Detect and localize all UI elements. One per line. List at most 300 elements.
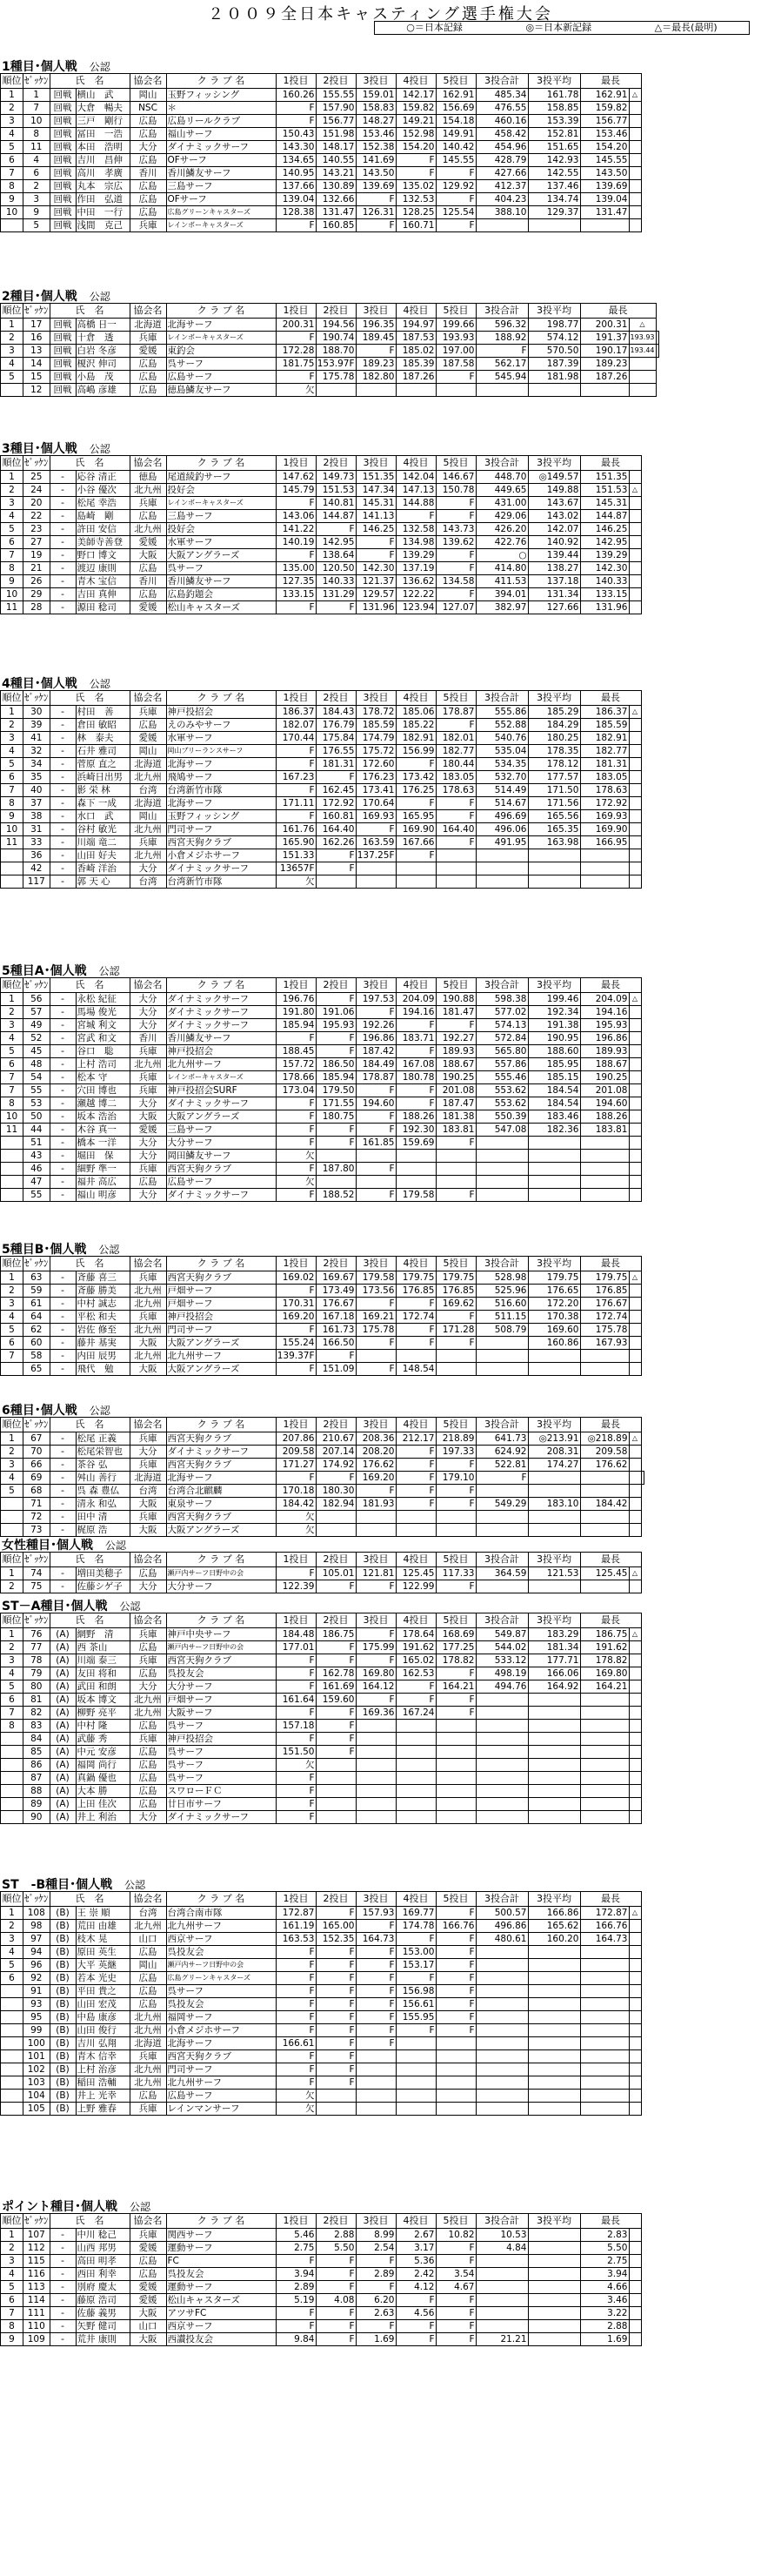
event-title <box>2 674 110 692</box>
cell-club: 福岡サーフ <box>166 2011 276 2024</box>
table-row <box>1 719 642 732</box>
cell-throw5: F <box>436 1019 476 1032</box>
cell-throw2: 148.17 <box>316 141 356 154</box>
cell-throw1: 209.58 <box>276 1446 316 1459</box>
cell-total3: 514.49 <box>476 784 528 797</box>
header-club: ク ラ ブ 名 <box>166 1613 276 1628</box>
cell-club: 北九州サーフ <box>166 1350 276 1363</box>
cell-bib: 31 <box>23 823 50 836</box>
cell-association: 北九州 <box>130 1058 166 1071</box>
cell-throw5: F <box>436 1998 476 2011</box>
header-rank: 順位 <box>1 691 23 706</box>
cell-mark <box>629 1959 641 1972</box>
cell-longest <box>580 2024 629 2037</box>
header-throw5: 5投目 <box>436 978 476 993</box>
cell-association: 広島 <box>130 154 166 167</box>
header-row <box>1 978 642 993</box>
header-throw5: 5投目 <box>436 1892 476 1907</box>
cell-club: 広島サーフ <box>166 2090 276 2103</box>
cell-bib: 14 <box>23 358 50 371</box>
cell-avg3: 142.55 <box>528 167 580 180</box>
cell-association: 大阪 <box>130 2307 166 2320</box>
cell-throw3: F <box>356 1580 396 1593</box>
header-club: ク ラ ブ 名 <box>166 304 276 319</box>
cell-throw3 <box>356 1759 396 1772</box>
cell-throw4: 3.17 <box>396 2242 436 2255</box>
cell-mark: △ <box>629 1271 641 1285</box>
header-throw3: 3投目 <box>356 1418 396 1432</box>
cell-throw3: 170.64 <box>356 797 396 810</box>
cell-association: 広島 <box>130 2268 166 2281</box>
cell-rank: 10 <box>1 1110 23 1124</box>
cell-throw1: F <box>276 601 316 614</box>
cell-throw2: 181.31 <box>316 758 356 771</box>
cell-avg3 <box>528 1746 580 1759</box>
table-row <box>1 1084 642 1097</box>
cell-total3 <box>476 1524 528 1537</box>
cell-round: - <box>50 2281 76 2294</box>
cell-club: 大阪サーフ <box>166 1707 276 1720</box>
event-name: 6種目･個人戦 <box>2 1404 77 1418</box>
cell-throw2: 140.55 <box>316 154 356 167</box>
cell-total3 <box>476 2294 528 2307</box>
event-title <box>2 1875 145 1893</box>
cell-throw4 <box>396 2076 436 2090</box>
table-row <box>1 1798 642 1811</box>
cell-association: 大分 <box>130 1580 166 1593</box>
cell-rank: 1 <box>1 1628 23 1641</box>
cell-club: 大阪アングラーズ <box>166 1337 276 1350</box>
cell-mark <box>629 1972 641 1985</box>
cell-name: 福岡 尚行 <box>76 1759 130 1772</box>
cell-round: - <box>50 797 76 810</box>
cell-throw5: 190.25 <box>436 1071 476 1084</box>
cell-avg3: 142.07 <box>528 523 580 536</box>
cell-throw3: F <box>356 1628 396 1641</box>
cell-total3: 572.84 <box>476 1032 528 1045</box>
cell-rank <box>1 1511 23 1524</box>
cell-throw4 <box>396 1772 436 1785</box>
cell-mark <box>629 1933 641 1946</box>
cell-total3: 514.67 <box>476 797 528 810</box>
cell-longest: 133.15 <box>580 588 629 601</box>
cell-club: 大阪アングラーズ <box>166 1363 276 1376</box>
cell-throw4: 153.17 <box>396 1959 436 1972</box>
cell-longest <box>580 1707 629 1720</box>
cell-total3: 460.16 <box>476 115 528 128</box>
cell-association: 大阪 <box>130 1110 166 1124</box>
header-throw3: 3投目 <box>356 978 396 993</box>
cell-bib: 21 <box>23 562 50 575</box>
cell-mark <box>629 2333 641 2346</box>
cell-total3: 388.10 <box>476 206 528 219</box>
cell-avg3 <box>528 2050 580 2063</box>
cell-round: - <box>50 2294 76 2307</box>
cell-name: 三戸 剛行 <box>76 115 130 128</box>
cell-throw4: F <box>396 1972 436 1985</box>
header-rank: 順位 <box>1 2214 23 2229</box>
cell-name: 藤原 浩司 <box>76 2294 130 2307</box>
cell-avg3: 160.20 <box>528 1933 580 1946</box>
cell-round: - <box>50 1124 76 1137</box>
cell-throw1: 135.00 <box>276 562 316 575</box>
cell-total3: 10.53 <box>476 2229 528 2242</box>
cell-throw1: 137.66 <box>276 180 316 193</box>
cell-name: 上野 雅春 <box>76 2103 130 2116</box>
cell-rank: 8 <box>1 1720 23 1733</box>
cell-rank: 4 <box>1 2268 23 2281</box>
cell-longest <box>580 1946 629 1959</box>
cell-throw5: F <box>436 2333 476 2346</box>
cell-association: 兵庫 <box>130 332 166 345</box>
cell-throw3 <box>356 1176 396 1189</box>
cell-throw5: 156.69 <box>436 102 476 115</box>
cell-longest: 142.95 <box>580 536 629 549</box>
cell-throw2: 175.78 <box>316 371 356 384</box>
cell-throw1: 200.31 <box>276 319 316 332</box>
cell-total3: 528.98 <box>476 1271 528 1285</box>
header-total3: 3投合計 <box>476 978 528 993</box>
cell-name: 吉川 弘翔 <box>76 2037 130 2050</box>
cell-bib: 65 <box>23 1363 50 1376</box>
cell-association: 広島 <box>130 1567 166 1580</box>
cell-name: 中島 康彦 <box>76 2011 130 2024</box>
cell-club: 北九州サーフ <box>166 1920 276 1933</box>
cell-round: - <box>50 771 76 784</box>
cell-rank: 8 <box>1 1097 23 1110</box>
cell-club: 大阪アングラーズ <box>166 1524 276 1537</box>
results-table <box>0 977 642 1202</box>
cell-throw5: F <box>436 1907 476 1920</box>
cell-throw2: 132.66 <box>316 193 356 206</box>
cell-avg3: 151.65 <box>528 141 580 154</box>
table-row <box>1 371 659 384</box>
cell-rank: 2 <box>1 719 23 732</box>
header-avg3: 3投平均 <box>528 1892 580 1907</box>
cell-mark: △ <box>629 1907 641 1920</box>
cell-rank <box>1 1772 23 1785</box>
cell-avg3 <box>528 1524 580 1537</box>
table-row <box>1 1137 642 1150</box>
header-total3: 3投合計 <box>476 2214 528 2229</box>
cell-throw4: 167.08 <box>396 1058 436 1071</box>
cell-total3 <box>476 2103 528 2116</box>
cell-club: 瀬戸内サーフ日野中の会 <box>166 1641 276 1654</box>
cell-throw1: 163.53 <box>276 1933 316 1946</box>
cell-association: 北九州 <box>130 771 166 784</box>
cell-club: 戸畑サーフ <box>166 1298 276 1311</box>
cell-bib: 16 <box>23 332 50 345</box>
cell-club: 神戸投招会 <box>166 1045 276 1058</box>
table-row <box>1 1785 642 1798</box>
cell-round: - <box>50 823 76 836</box>
cell-throw4: 5.36 <box>396 2255 436 2268</box>
cell-throw3 <box>356 1524 396 1537</box>
cell-avg3: 131.34 <box>528 588 580 601</box>
cell-avg3: 185.29 <box>528 706 580 719</box>
cell-throw4 <box>396 1176 436 1189</box>
cell-longest: 183.05 <box>580 771 629 784</box>
cell-club: 西京サーフ <box>166 1933 276 1946</box>
header-bib: ｾﾞｯｹﾝ <box>23 1257 50 1271</box>
cell-mark <box>629 1124 641 1137</box>
cell-bib: 55 <box>23 1084 50 1097</box>
cell-round: - <box>50 2255 76 2268</box>
cell-throw5: 150.78 <box>436 484 476 497</box>
cell-throw4 <box>396 1720 436 1733</box>
table-row <box>1 993 642 1006</box>
cell-mark <box>629 2063 641 2076</box>
cell-avg3 <box>528 1150 580 1163</box>
cell-throw3: 169.93 <box>356 810 396 823</box>
cell-throw2: 169.67 <box>316 1271 356 1285</box>
cell-association: 広島 <box>130 2255 166 2268</box>
cell-avg3: 165.35 <box>528 823 580 836</box>
cell-throw1: F <box>276 1798 316 1811</box>
cell-throw5: F <box>436 2255 476 2268</box>
header-throw4: 4投目 <box>396 1418 436 1432</box>
cell-name: 川端 泰三 <box>76 1654 130 1667</box>
cell-avg3: 183.29 <box>528 1628 580 1641</box>
table-row <box>1 797 642 810</box>
table-row <box>1 358 659 371</box>
cell-mark <box>629 849 641 862</box>
cell-total3 <box>476 1746 528 1759</box>
cell-throw2: 184.43 <box>316 706 356 719</box>
cell-club: ダイナミックサーフ <box>166 141 276 154</box>
cell-round: - <box>50 1498 76 1511</box>
cell-round: - <box>50 1006 76 1019</box>
cell-total3: 555.86 <box>476 706 528 719</box>
cell-name: 浅間 克己 <box>76 219 130 232</box>
cell-avg3 <box>528 2037 580 2050</box>
cell-throw4 <box>396 384 436 397</box>
cell-throw1: F <box>276 1707 316 1720</box>
cell-avg3 <box>528 1485 580 1498</box>
cell-longest: 182.91 <box>580 732 629 745</box>
cell-association: 大阪 <box>130 1337 166 1350</box>
cell-longest: 169.80 <box>580 1667 629 1680</box>
cell-rank: 4 <box>1 745 23 758</box>
page-title: ２００９全日本キャスティング選手権大会 <box>208 5 553 23</box>
cell-bib: 49 <box>23 1019 50 1032</box>
cell-longest: 164.73 <box>580 1933 629 1946</box>
cell-throw1: 欠 <box>276 1511 316 1524</box>
cell-association: 大分 <box>130 1150 166 1163</box>
cell-round: (A) <box>50 1785 76 1798</box>
cell-throw5: 181.38 <box>436 1110 476 1124</box>
event-certification: 公認 <box>98 965 120 977</box>
cell-throw1: F <box>276 1032 316 1045</box>
cell-round: - <box>50 471 76 484</box>
cell-avg3 <box>528 2229 580 2242</box>
cell-round: - <box>50 1524 76 1537</box>
cell-name: 谷口 聡 <box>76 1045 130 1058</box>
cell-rank: 10 <box>1 206 23 219</box>
cell-throw4 <box>396 2037 436 2050</box>
cell-bib: 61 <box>23 1298 50 1311</box>
cell-throw4: F <box>396 1485 436 1498</box>
cell-association: 北海道 <box>130 319 166 332</box>
table-row <box>1 784 642 797</box>
cell-name: 影 栄 林 <box>76 784 130 797</box>
cell-round: 回戦 <box>50 128 76 141</box>
cell-mark <box>629 2037 641 2050</box>
cell-throw1: 2.89 <box>276 2281 316 2294</box>
cell-bib: 50 <box>23 1110 50 1124</box>
cell-association: 大分 <box>130 1097 166 1110</box>
cell-longest: 164.21 <box>580 1680 629 1694</box>
cell-throw4: 152.98 <box>396 128 436 141</box>
cell-rank: 1 <box>1 1271 23 1285</box>
header-bib: ｾﾞｯｹﾝ <box>23 978 50 993</box>
cell-name: 福井 高広 <box>76 1176 130 1189</box>
cell-throw4 <box>396 862 436 875</box>
header-row <box>1 1553 642 1567</box>
cell-total3 <box>476 1137 528 1150</box>
header-club: ク ラ ブ 名 <box>166 1553 276 1567</box>
cell-bib: 44 <box>23 1124 50 1137</box>
header-rank: 順位 <box>1 456 23 471</box>
table-row <box>1 1110 642 1124</box>
cell-throw5: 197.33 <box>436 1446 476 1459</box>
cell-throw3: 6.20 <box>356 2294 396 2307</box>
cell-throw2 <box>316 1811 356 1824</box>
header-throw4: 4投目 <box>396 978 436 993</box>
cell-throw4: F <box>396 1472 436 1485</box>
table-row <box>1 601 642 614</box>
cell-name: 吉川 昌伸 <box>76 154 130 167</box>
cell-avg3: ◎149.57 <box>528 471 580 484</box>
cell-throw3: 147.34 <box>356 484 396 497</box>
event-certification: 公認 <box>130 2201 151 2213</box>
cell-throw2 <box>316 1150 356 1163</box>
cell-throw5: 164.21 <box>436 1680 476 1694</box>
table-row <box>1 2076 642 2090</box>
table-row <box>1 2320 642 2333</box>
cell-mark <box>629 1580 641 1593</box>
cell-throw3: 121.37 <box>356 575 396 588</box>
cell-throw2: F <box>316 523 356 536</box>
cell-throw1: F <box>276 2024 316 2037</box>
cell-name: 香崎 洋治 <box>76 862 130 875</box>
cell-bib: 4 <box>23 154 50 167</box>
cell-throw4: 174.78 <box>396 1920 436 1933</box>
table-row <box>1 89 642 102</box>
cell-round: - <box>50 706 76 719</box>
cell-rank: 1 <box>1 993 23 1006</box>
header-throw3: 3投目 <box>356 1613 396 1628</box>
cell-total3: 498.19 <box>476 1667 528 1680</box>
cell-throw1: 185.94 <box>276 1019 316 1032</box>
cell-club: えのみやサーフ <box>166 719 276 732</box>
cell-rank: 4 <box>1 1472 23 1485</box>
cell-throw2: 186.50 <box>316 1058 356 1071</box>
legend-longest: △＝最長(最明) <box>654 22 718 33</box>
cell-mark <box>629 1176 641 1189</box>
cell-throw1: 161.19 <box>276 1920 316 1933</box>
cell-association: NSC <box>130 102 166 115</box>
cell-throw2: F <box>316 2063 356 2076</box>
cell-throw3: 137.25F <box>357 850 395 861</box>
cell-throw3: 169.20 <box>356 1472 396 1485</box>
cell-round: (B) <box>50 1959 76 1972</box>
cell-longest <box>580 849 629 862</box>
cell-total3: F <box>476 345 528 358</box>
cell-throw3: 145.31 <box>356 497 396 510</box>
header-association: 協会名 <box>130 2214 166 2229</box>
header-throw4: 4投目 <box>396 1892 436 1907</box>
cell-association: 広島 <box>130 1985 166 1998</box>
cell-throw3: 169.36 <box>356 1707 396 1720</box>
cell-club: 広島グリーンキャスターズ <box>166 206 276 219</box>
cell-club: ダイナミックサーフ <box>166 1189 276 1202</box>
cell-rank <box>1 2024 23 2037</box>
cell-bib: 82 <box>23 1707 50 1720</box>
cell-throw5: F <box>436 1459 476 1472</box>
table-row <box>1 758 642 771</box>
cell-throw5: 176.85 <box>436 1285 476 1298</box>
cell-mark <box>629 758 641 771</box>
cell-bib: 114 <box>23 2294 50 2307</box>
cell-bib: 91 <box>23 1985 50 1998</box>
results-table <box>0 73 642 232</box>
cell-total3: 596.32 <box>476 319 528 332</box>
cell-mark <box>629 1285 641 1298</box>
cell-throw1: 2.75 <box>276 2242 316 2255</box>
cell-longest: 201.08 <box>580 1084 629 1097</box>
cell-throw2: F <box>316 1472 356 1485</box>
cell-round: (B) <box>50 1907 76 1920</box>
cell-throw3: F <box>356 1946 396 1959</box>
cell-throw5: F <box>436 371 476 384</box>
cell-throw2: F <box>316 2050 356 2063</box>
cell-name: 大倉 暢夫 <box>76 102 130 115</box>
cell-throw4: 136.62 <box>396 575 436 588</box>
cell-association: 愛媛 <box>130 1124 166 1137</box>
header-avg3: 3投平均 <box>528 1257 580 1271</box>
cell-rank: 8 <box>1 797 23 810</box>
cell-name: 田中 清 <box>76 1511 130 1524</box>
cell-rank: 6 <box>1 1058 23 1071</box>
cell-throw5: 146.67 <box>436 471 476 484</box>
table-row <box>1 2063 642 2076</box>
cell-avg3 <box>528 2011 580 2024</box>
header-throw2: 2投目 <box>316 1418 356 1432</box>
cell-throw5: F <box>436 1137 476 1150</box>
header-throw5: 5投目 <box>436 456 476 471</box>
cell-total3: 535.04 <box>476 745 528 758</box>
cell-association: 愛媛 <box>130 2242 166 2255</box>
cell-throw1: F <box>276 1097 316 1110</box>
cell-longest <box>580 1485 629 1498</box>
table-row <box>1 1654 642 1667</box>
results-table <box>0 455 642 614</box>
table-row <box>1 2294 642 2307</box>
header-name: 氏 名 <box>50 74 130 89</box>
cell-name: 浜崎日出男 <box>76 771 130 784</box>
header-longest: 最長 <box>580 691 641 706</box>
cell-mark: △ <box>629 484 641 497</box>
table-row <box>1 771 642 784</box>
cell-round: (A) <box>50 1707 76 1720</box>
table-row <box>1 1746 642 1759</box>
cell-round: (B) <box>50 2050 76 2063</box>
cell-throw1: F <box>276 1472 316 1485</box>
cell-throw3: 173.41 <box>356 784 396 797</box>
cell-longest: 3.22 <box>580 2307 629 2320</box>
cell-throw1: 欠 <box>276 1759 316 1772</box>
